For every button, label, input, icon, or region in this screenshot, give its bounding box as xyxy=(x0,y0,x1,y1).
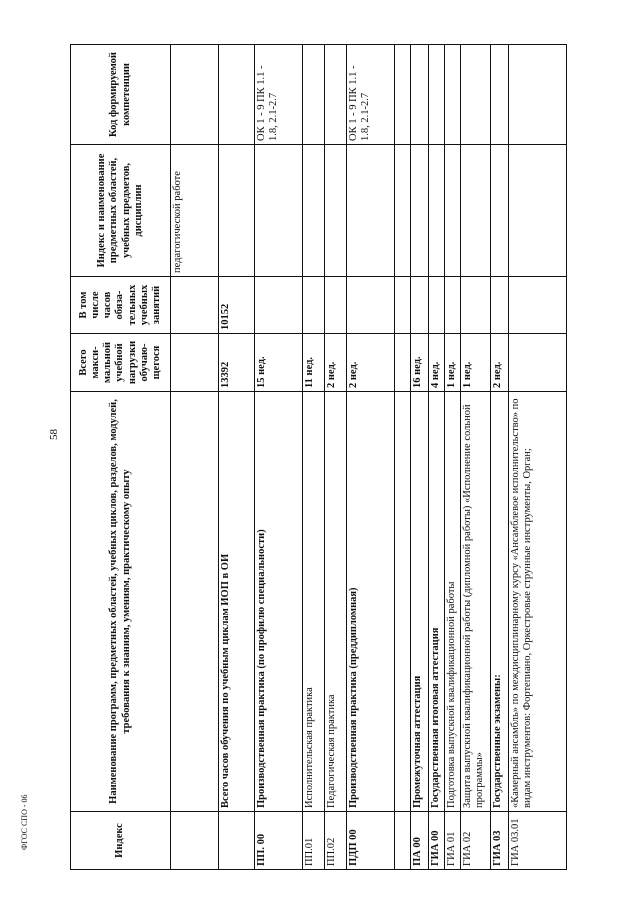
row-mandatory xyxy=(325,277,347,334)
row-subjects xyxy=(491,145,509,277)
row-subjects: педагогической работе xyxy=(171,145,219,277)
table-row xyxy=(303,45,325,870)
row-competence xyxy=(461,45,491,145)
row-total xyxy=(395,334,411,392)
row-index: ГИА 03.01 xyxy=(509,812,567,870)
table-row xyxy=(509,45,567,870)
row-subjects xyxy=(509,145,567,277)
row-index: ГИА 01 xyxy=(445,812,461,870)
row-subjects xyxy=(303,145,325,277)
row-name xyxy=(171,392,219,812)
table-row xyxy=(325,45,347,870)
row-name: Производственная практика (по профилю специальности) xyxy=(255,392,303,812)
row-mandatory xyxy=(509,277,567,334)
row-competence xyxy=(509,45,567,145)
row-competence xyxy=(411,45,429,145)
row-name: Производственная практика (преддипломная) xyxy=(347,392,395,812)
row-subjects xyxy=(255,145,303,277)
row-index xyxy=(171,812,219,870)
row-total: 15 нед. xyxy=(255,334,303,392)
row-subjects xyxy=(219,145,255,277)
row-mandatory xyxy=(491,277,509,334)
row-mandatory: 10152 xyxy=(219,277,255,334)
row-name: Промежуточная аттестация xyxy=(411,392,429,812)
table-row xyxy=(445,45,461,870)
row-mandatory xyxy=(303,277,325,334)
row-mandatory xyxy=(461,277,491,334)
row-mandatory xyxy=(411,277,429,334)
row-total: 1 нед. xyxy=(461,334,491,392)
row-subjects xyxy=(325,145,347,277)
row-competence: ОК 1 - 9 ПК 1.1 - 1.8, 2.1-2.7 xyxy=(347,45,395,145)
table-row xyxy=(491,45,509,870)
header-mandatory: В том числе часов обяза-тельных учебных занятий xyxy=(71,277,171,334)
row-mandatory xyxy=(255,277,303,334)
row-total: 2 нед. xyxy=(347,334,395,392)
row-competence xyxy=(429,45,445,145)
row-total: 16 нед. xyxy=(411,334,429,392)
row-competence xyxy=(219,45,255,145)
row-mandatory xyxy=(347,277,395,334)
row-index: ПП. 00 xyxy=(255,812,303,870)
row-competence: ОК 1 - 9 ПК 1.1 - 1.8, 2.1-2.7 xyxy=(255,45,303,145)
header-total: Всего макси-мальной учебной нагрузки обучаю-щегося xyxy=(71,334,171,392)
header-competence: Код формируемой компетенции xyxy=(71,45,171,145)
row-mandatory xyxy=(395,277,411,334)
row-index: ГИА 00 xyxy=(429,812,445,870)
row-name: Педагогическая практика xyxy=(325,392,347,812)
row-index xyxy=(395,812,411,870)
row-competence xyxy=(491,45,509,145)
row-subjects xyxy=(461,145,491,277)
row-subjects xyxy=(411,145,429,277)
row-total: 11 нед. xyxy=(303,334,325,392)
row-mandatory xyxy=(171,277,219,334)
table-header-row xyxy=(71,45,171,870)
row-index xyxy=(219,812,255,870)
row-index: ГИА 02 xyxy=(461,812,491,870)
row-subjects xyxy=(347,145,395,277)
page-footer: ФГОС СПО - 06 xyxy=(20,794,29,850)
header-index: Индекс xyxy=(71,812,171,870)
row-competence xyxy=(445,45,461,145)
table-row xyxy=(429,45,445,870)
row-index: ПП.01 xyxy=(303,812,325,870)
table-row xyxy=(395,45,411,870)
table-row xyxy=(461,45,491,870)
row-total xyxy=(509,334,567,392)
header-name: Наименование программ, предметных областей, учебных циклов, разделов, модулей, требования к знаниям, умениям, практическому опыту xyxy=(71,392,171,812)
row-competence xyxy=(171,45,219,145)
row-total: 2 нед. xyxy=(325,334,347,392)
row-index: ГИА 03 xyxy=(491,812,509,870)
row-name: Всего часов обучения по учебным циклам ИОП в ОИ xyxy=(219,392,255,812)
row-total: 4 нед. xyxy=(429,334,445,392)
row-name: Защита выпускной квалификационной работы (дипломной работы) «Исполнение сольной программы» xyxy=(461,392,491,812)
curriculum-table xyxy=(70,44,567,870)
row-index: ПП.02 xyxy=(325,812,347,870)
row-total: 2 нед. xyxy=(491,334,509,392)
row-name: Государственные экзамены: xyxy=(491,392,509,812)
row-subjects xyxy=(429,145,445,277)
table-row xyxy=(171,45,219,870)
row-total: 13392 xyxy=(219,334,255,392)
row-competence xyxy=(303,45,325,145)
row-subjects xyxy=(445,145,461,277)
row-name: Исполнительская практика xyxy=(303,392,325,812)
page-number: 58 xyxy=(48,429,60,440)
header-subjects: Индекс и наименование предметных областей, учебных предметов, дисциплин xyxy=(71,145,171,277)
row-mandatory xyxy=(445,277,461,334)
row-name: Государственная итоговая аттестация xyxy=(429,392,445,812)
row-name: «Камерный ансамбль» по междисциплинарному курсу «Ансамблевое исполнительство» по видам инструментов: Фортепиано, Оркестровые струнные инструменты, Орган; xyxy=(509,392,567,812)
row-competence xyxy=(325,45,347,145)
row-mandatory xyxy=(429,277,445,334)
table-row xyxy=(219,45,255,870)
table-row xyxy=(347,45,395,870)
table-row xyxy=(411,45,429,870)
row-name: Подготовка выпускной квалификационной работы xyxy=(445,392,461,812)
rotated-page xyxy=(70,45,610,870)
row-competence xyxy=(395,45,411,145)
row-total xyxy=(171,334,219,392)
row-total: 1 нед. xyxy=(445,334,461,392)
row-name xyxy=(395,392,411,812)
row-index: ПДП 00 xyxy=(347,812,395,870)
table-row xyxy=(255,45,303,870)
row-subjects xyxy=(395,145,411,277)
row-index: ПА 00 xyxy=(411,812,429,870)
